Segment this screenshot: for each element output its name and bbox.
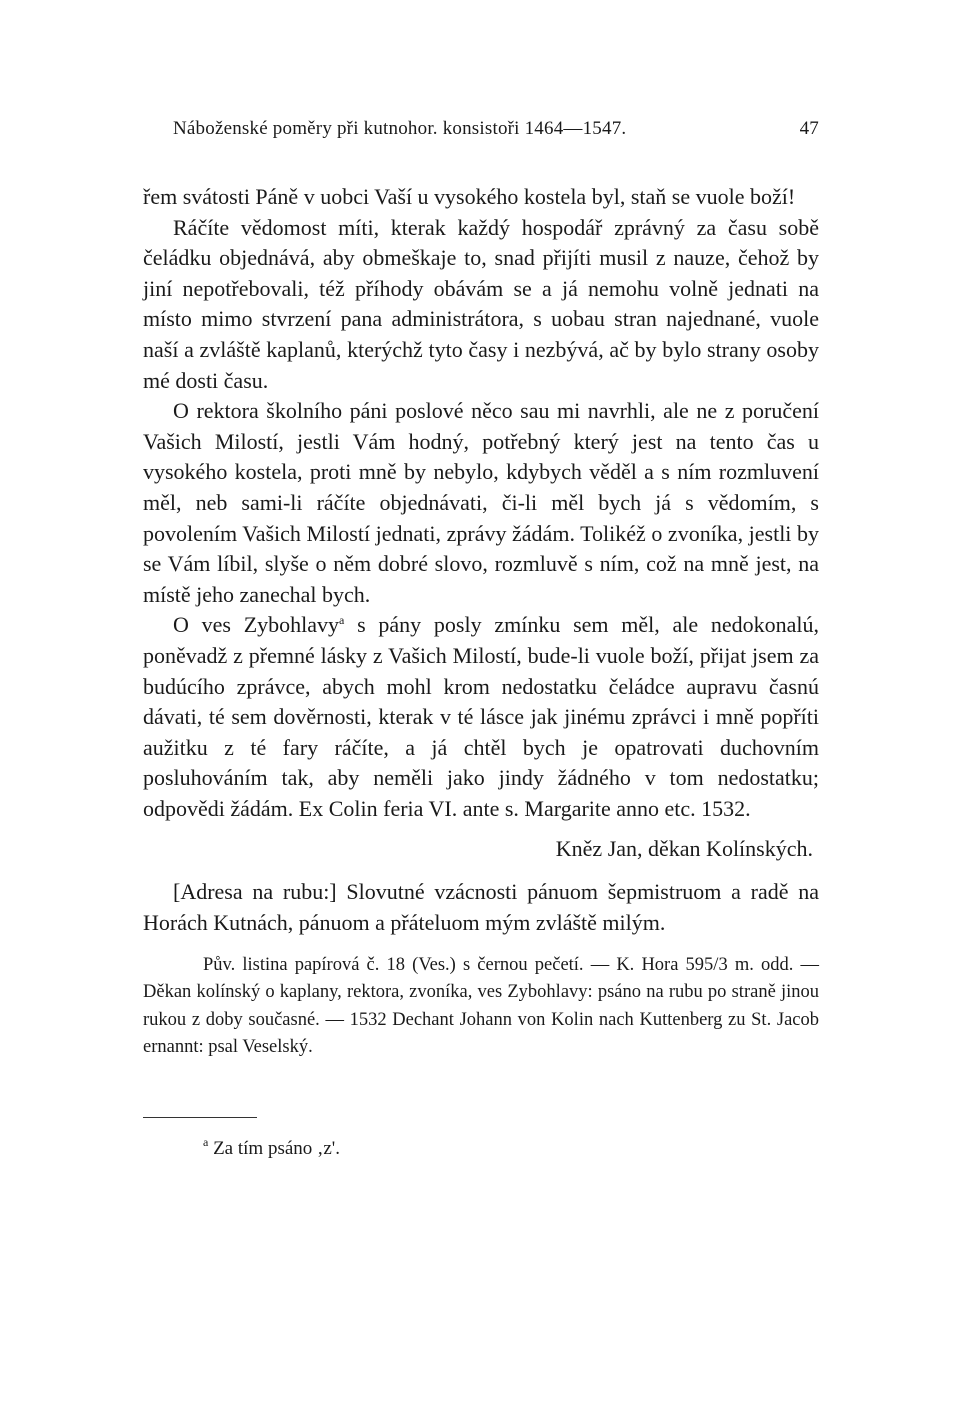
paragraph [143,610,819,824]
footnote-text: Za tím psáno ‚z'. [213,1138,340,1160]
footnote-divider [143,1117,257,1118]
footnote-marker: a [339,613,345,628]
paragraph: O rektora školního páni poslové něco sau mi navrhli, ale ne z poručení Vašich Milostí, jestli Vám hodný, potřebný který jest na tento čas u vysokého kostela, proti mně by nebylo, kdybych věděl a s ním rozmluvení měl, neb sami-li ráčíte objednávati, či-li měl bych já s vědomím, s povolením Vašich Milostí jednati, zprávy žádám. Tolikéž o zvoníka, jestli by se Vám líbil, slyše o něm dobré slovo, rozmluvě s ním, což na mně jest, na místě jeho zanechal bych. [143,398,819,607]
page-number: 47 [799,118,819,139]
running-title: Náboženské poměry při kutnohor. konsistoři 1464—1547. [173,118,627,139]
footnote-mark: a [203,1135,209,1150]
paragraph-text-start: O ves Zybohlavy [173,612,340,638]
document-page [143,118,819,1160]
source-note: Pův. listina papírová č. 18 (Ves.) s černou pečetí. — K. Hora 595/3 m. odd. — Děkan kolínský o kaplany, rektora, zvoníka, ves Zybohlavy: psáno na rubu po straně jinou rukou z doby současné. — 1532 Dechant Johann von Kolin nach Kuttenberg zu St. Jacob ernannt: psal Veselský. [143,955,819,1057]
signature: Kněz Jan, děkan Kolínských. [555,836,813,862]
paragraph-text-end: s pány posly zmínku sem měl, ale nedokonalú, poněvadž z přemné lásky z Vašich Milostí, bude-li vuole boží, přijat jsem za budúcího zprávce, abych mohl krom nedostatku čeládce aupravu časnú dávati, té sem dověrnosti, kterak v té lásce jak jinému zprávci i mně popříti aužitku z té fary ráčíte, a já chtěl bych je opatrovati duchovním posluhováním tak, aby neměli jako jindy žádného v tom nedostatku; odpovědi žádám. Ex Colin feria VI. ante s. Margarite anno etc. 1532. [143,612,820,821]
paragraph-continuation: řem svátosti Páně v uobci Vaší u vysokého kostela byl, staň se vuole boží! [143,184,796,209]
running-header [143,118,819,148]
address-note: [Adresa na rubu:] Slovutné vzácnosti pánuom šepmistruom a radě na Horách Kutnách, pánuom a přáteluom mým zvláště milým. [143,879,819,935]
paragraph: Ráčíte vědomost míti, kterak každý hospodář zprávný za času sobě čeládku objednává, aby obmeškaje to, snad přijíti musil z nauze, čehož by jiní nepotřebovali, též příhody obávám se a já nemohu volně jednati na místo mimo stvrzení pana administrátora, s uobau stran najednané, vuole naší a zvláště kaplanů, kterýchž tyto časy i nezbývá, ač by bylo strany osoby mé dosti času. [143,214,819,393]
letter-body [143,182,819,824]
footnote [143,1135,819,1160]
